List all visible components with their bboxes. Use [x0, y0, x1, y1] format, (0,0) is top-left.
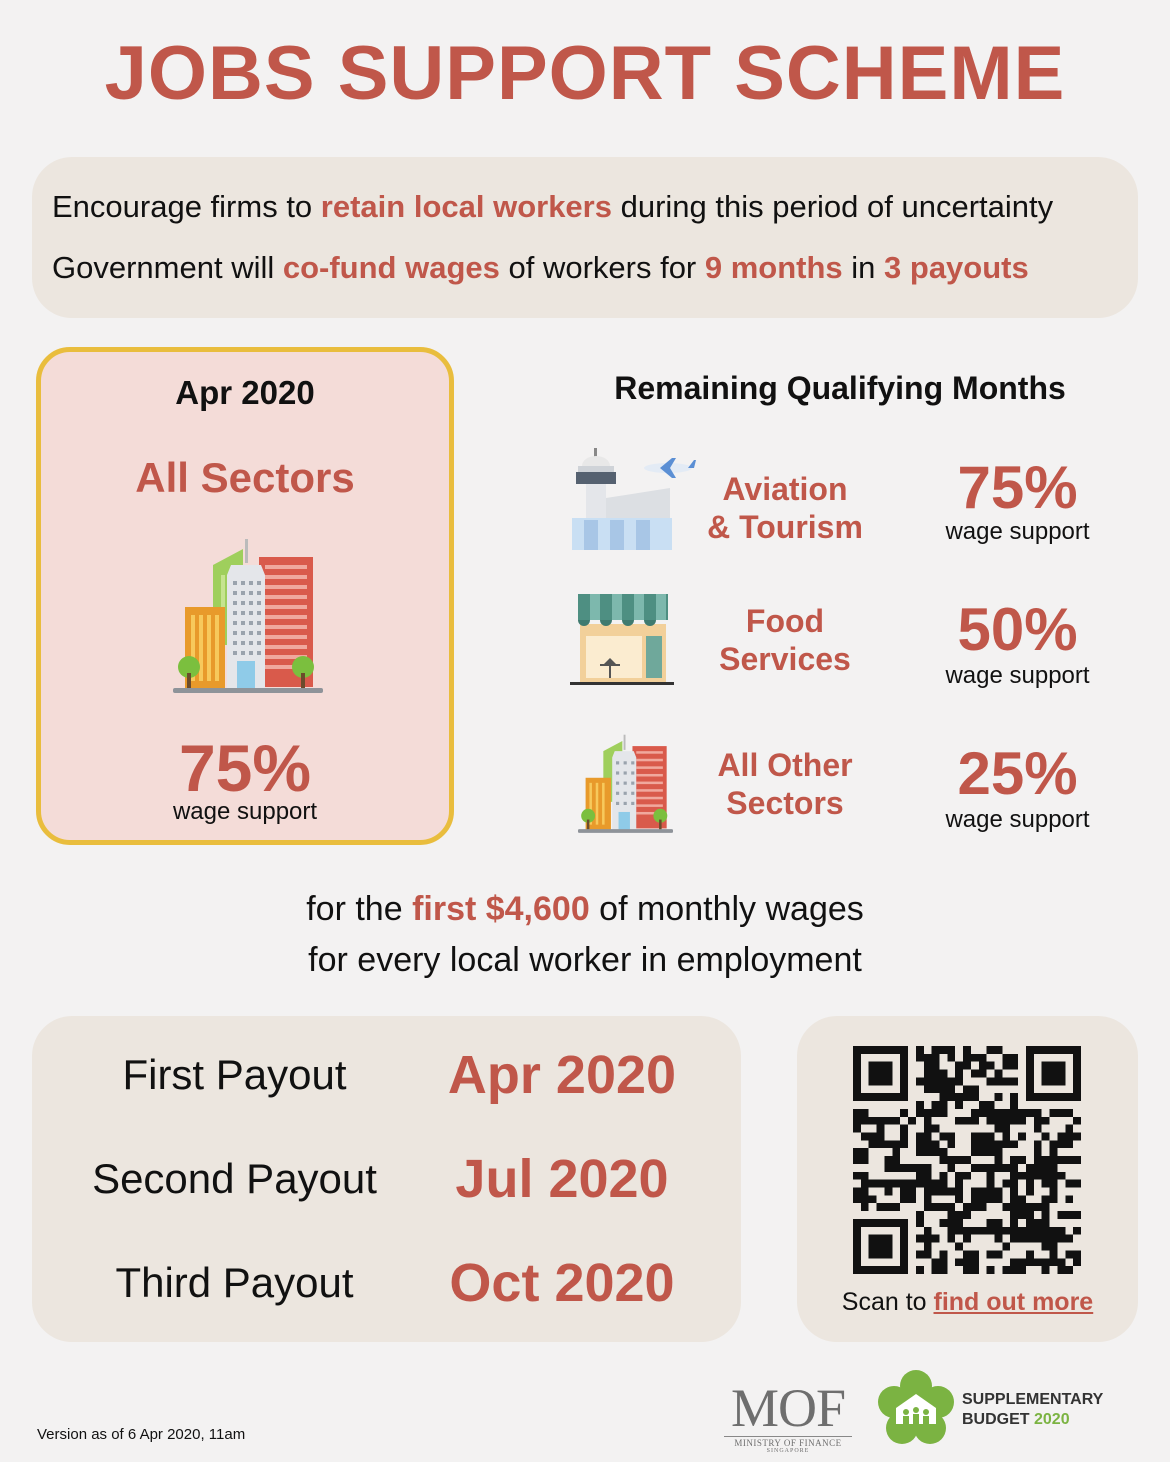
payout-label: Second Payout — [92, 1155, 377, 1202]
food-services-row — [560, 590, 1120, 710]
payouts-panel — [32, 1016, 741, 1342]
payout-date: Oct 2020 — [449, 1253, 675, 1313]
city-buildings-icon — [578, 732, 673, 840]
april-card — [36, 347, 454, 845]
april-percent: 75% — [178, 731, 312, 805]
find-out-more-link[interactable]: find out more — [933, 1288, 1094, 1316]
remaining-title: Remaining Qualifying Months — [614, 370, 1066, 406]
payout-date: Jul 2020 — [455, 1149, 669, 1209]
food-services-percent: 50% — [957, 596, 1078, 663]
qr-code-icon[interactable] — [853, 1046, 1081, 1274]
payouts-highlight: 3 payouts — [884, 250, 1029, 285]
months-highlight: 9 months — [704, 250, 843, 285]
payout-row — [32, 1248, 741, 1318]
other-sectors-row — [560, 732, 1120, 852]
other-sectors-caption: wage support — [945, 806, 1090, 833]
april-sector: All Sectors — [135, 454, 355, 501]
retain-workers-highlight: retain local workers — [320, 189, 612, 224]
april-month: Apr 2020 — [175, 374, 315, 411]
scan-text: Scan to find out more — [841, 1288, 1094, 1316]
payout-date: Apr 2020 — [447, 1045, 677, 1105]
mof-logo: MOF MINISTRY OF FINANCE SINGAPORE — [724, 1382, 852, 1454]
payout-row — [32, 1040, 741, 1110]
qr-card — [797, 1016, 1138, 1342]
budget-wordmark: SUPPLEMENTARY BUDGET 2020 — [962, 1391, 1104, 1428]
payout-label: Third Payout — [115, 1259, 354, 1306]
wages-note-line-1: for the first $4,600 of monthly wages — [306, 890, 864, 928]
shop-icon — [560, 590, 680, 690]
intro-line-1: Encourage firms to retain local workers during this period of uncertainty — [52, 189, 1054, 224]
aviation-caption: wage support — [945, 518, 1090, 545]
april-caption: wage support — [172, 798, 318, 825]
aviation-row — [560, 448, 1120, 568]
version-note: Version as of 6 Apr 2020, 11am — [37, 1426, 246, 1443]
wages-note-line-2: for every local worker in employment — [308, 941, 862, 979]
page-title: JOBS SUPPORT SCHEME — [104, 31, 1066, 116]
wage-cap-highlight: first $4,600 — [412, 890, 590, 928]
city-buildings-icon — [173, 535, 323, 695]
co-fund-highlight: co-fund wages — [282, 250, 500, 285]
other-sectors-label: All Other Sectors — [717, 747, 853, 821]
aviation-label: Aviation & Tourism — [707, 471, 863, 545]
payout-row — [32, 1144, 741, 1214]
intro-line-2: Government will co-fund wages of workers for 9 months in 3 payouts — [52, 250, 1029, 285]
other-sectors-percent: 25% — [957, 740, 1078, 807]
payout-label: First Payout — [122, 1051, 347, 1098]
intro-panel — [32, 157, 1138, 318]
aviation-percent: 75% — [957, 454, 1078, 521]
wages-note — [0, 884, 1170, 986]
food-services-label: Food Services — [719, 603, 851, 677]
airport-icon — [560, 448, 700, 558]
budget-flower-logo-icon — [876, 1368, 956, 1448]
food-services-caption: wage support — [945, 662, 1090, 689]
